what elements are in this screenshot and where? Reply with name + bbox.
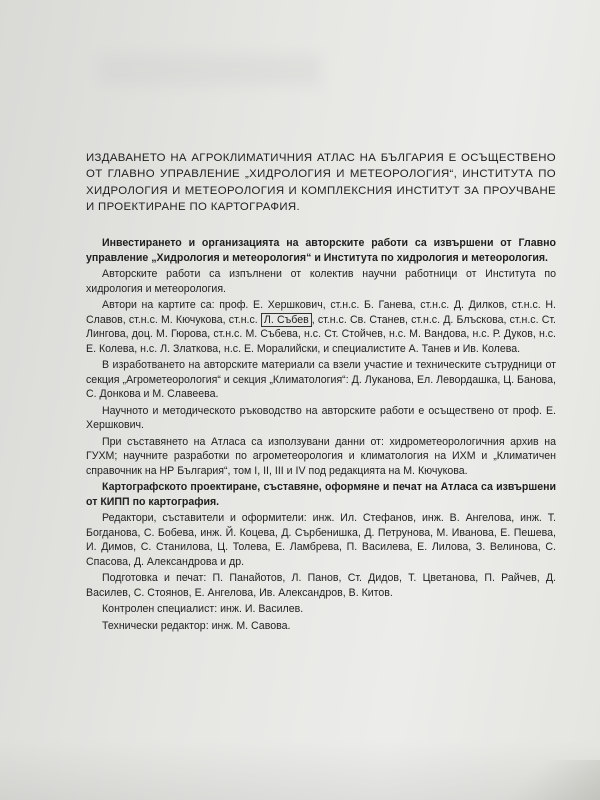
paragraph-investment: Инвестирането и организацията на авторските работи са извършени от Главно управление „Хидрология и метеорология“ и Института по хидрология и метеорология.: [86, 237, 556, 264]
paragraph-data-sources: При съставянето на Атласа са използувани данни от: хидрометеорологичния архив на ГУХМ; научните разработки по агрометеорология и климатология на ИХМ и „Климатичен справочник на НР България“, том I, II, III и IV под редакцията на М. Кючукова.: [86, 435, 556, 477]
body-text: [86, 236, 556, 635]
faded-imprint: [100, 55, 320, 85]
authors-after: , ст.н.с. Св. Станев, ст.н.с. Д. Блъскова, ст.н.с. Ст. Лингова, доц. М. Гюрова, ст.н.с. М. Събева, н.с. Ст. Стойчев, н.с. М. Вандова, н.с. Р. Дуков, н.с. Е. Колева, н.с. Л. Златкова, н.с. Е. Моралийски, и специалистите А. Танев и Ив. Колева.: [86, 313, 556, 355]
authors-before: Автори на картите са: проф. Е. Хершкович, ст.н.с. Б. Ганева, ст.н.с. Д. Дилков, ст.н.с. Н. Славов, ст.н.с. М. Кючукова, ст.н.с.: [86, 299, 556, 326]
paragraph-map-authors: [86, 298, 556, 356]
paragraph-technical-staff: В изработването на авторските материали са взели участие и техническите сътрудници от секция „Агрометеорология“ и секция „Климатология“: Д. Луканова, Ел. Левордашка, Ц. Банова, С. Донкова и М. Славеева.: [86, 359, 556, 400]
boxed-author-name: Л. Събев: [261, 313, 312, 327]
paragraph-authors-team: Авторските работи са изпълнени от колектив научни работници от Института по хидрология и метеорология.: [86, 268, 556, 295]
paragraph-editors: Редактори, съставители и оформители: инж. Ил. Стефанов, инж. В. Ангелова, инж. Т. Богданова, С. Бобева, инж. Й. Коцева, Д. Сърбенишка, Д. Петрунова, М. Иванова, Е. Пешева, И. Димов, С. Станилова, Ц. Толева, Е. Ламбрева, П. Василева, Е. Лилова, З. Велинова, С. Спасова, Д. Александрова и др.: [86, 512, 556, 568]
paragraph-printing: Подготовка и печат: П. Панайотов, Л. Панов, Ст. Дидов, Т. Цветанова, П. Райчев, Д. Василев, С. Стоянов, Е. Ангелова, Ив. Александров, В. Китов.: [86, 572, 556, 599]
paragraph-technical-editor: Технически редактор: инж. М. Савова.: [102, 619, 291, 632]
paragraph-cartography: Картографското проектиране, съставяне, оформяне и печат на Атласа са извършени от КИПП по картография.: [86, 481, 556, 508]
paragraph-scientific-leadership: Научното и методическото ръководство на авторските работи е осъществено от проф. Е. Хершкович.: [86, 404, 556, 431]
header-block: [86, 150, 556, 216]
paragraph-control-specialist: Контролен специалист: инж. И. Василев.: [102, 603, 304, 615]
header-text: ИЗДАВАНЕТО НА АГРОКЛИМАТИЧНИЯ АТЛАС НА БЪЛГАРИЯ Е ОСЪЩЕСТВЕНО ОТ ГЛАВНО УПРАВЛЕНИЕ „ХИДРОЛОГИЯ И МЕТЕОРОЛОГИЯ“, ИНСТИТУТА ПО ХИДРОЛОГИЯ И МЕТЕОРОЛОГИЯ И КОМПЛЕКСНИЯ ИНСТИТУТ ЗА ПРОУЧВАНЕ И ПРОЕКТИРАНЕ ПО КАРТОГРАФИЯ.: [86, 152, 556, 214]
page-corner-shadow: [480, 760, 600, 800]
